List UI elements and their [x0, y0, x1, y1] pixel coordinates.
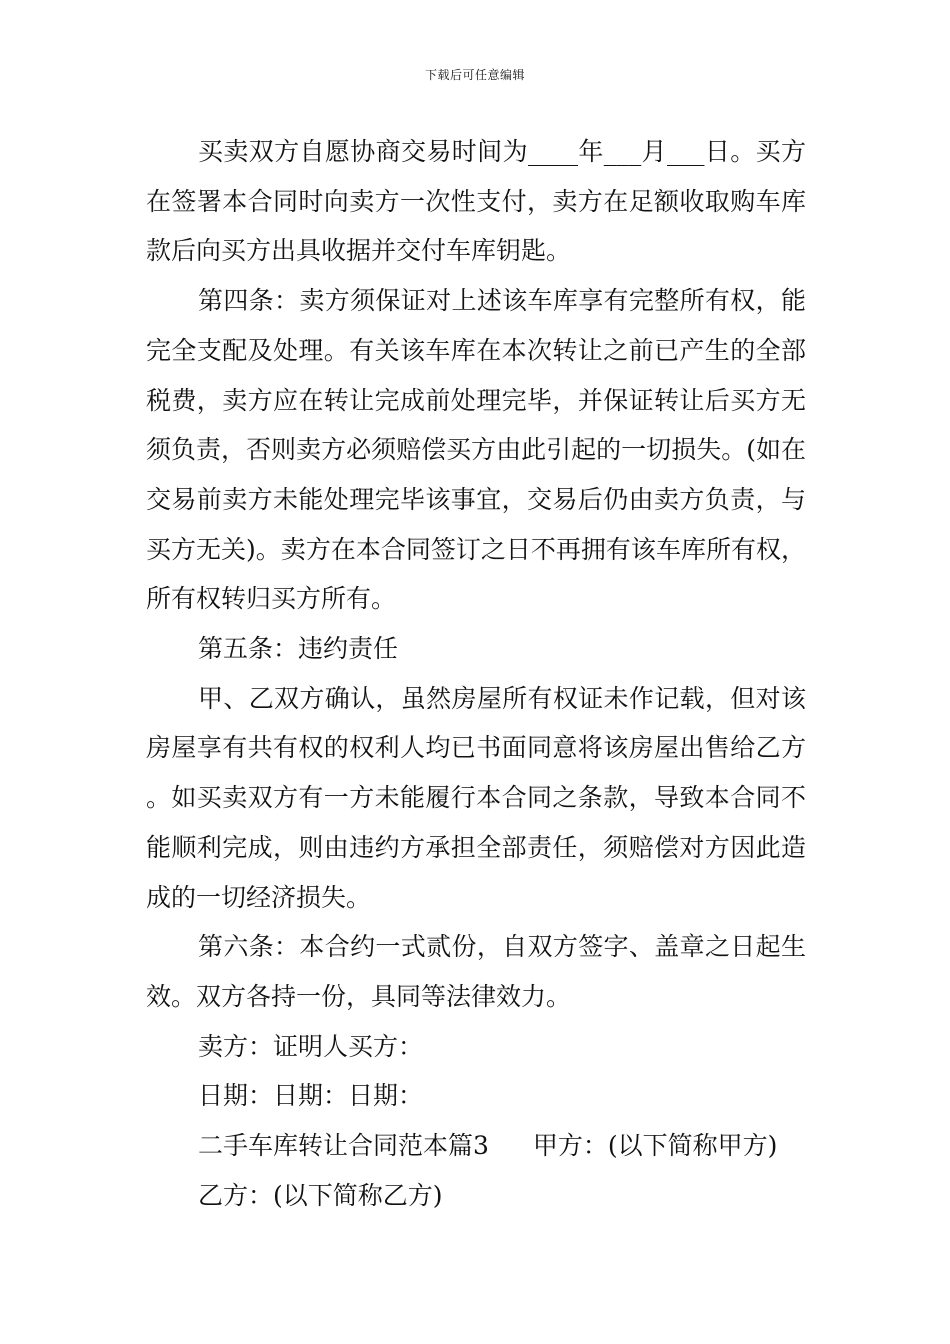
party-a-line: 甲方：(以下简称甲方): [532, 1131, 778, 1161]
page-header: 下载后可任意编辑: [424, 68, 525, 82]
contract-title-line: [146, 1121, 806, 1171]
paragraph-article-4: 第四条：卖方须保证对上述该车库享有完整所有权，能完全支配及处理。有关该车库在本次转让之前已产生的全部税费，卖方应在转让完成前处理完毕，并保证转让后买方无须负责，否则卖方必须赔偿买方由此引起的一切损失。(如在交易前卖方未能处理完毕该事宜，交易后仍由卖方负责，与买方无关)。卖方在本合同签订之日不再拥有该车库所有权，所有权转归买方所有。: [146, 286, 806, 614]
signature-dates-line: 日期：日期：日期：: [198, 1081, 424, 1111]
paragraph-article-5-heading: 第五条：违约责任: [198, 634, 399, 664]
paragraph-transaction-time: 买卖双方自愿协商交易时间为____年___月___日。买方在签署本合同时向卖方一次性支付，卖方在足额收取购车库款后向买方出具收据并交付车库钥匙。: [146, 137, 806, 266]
contract-title: 二手车库转让合同范本篇3: [198, 1131, 489, 1161]
document-body: [146, 127, 806, 1220]
paragraph-breach-liability: 甲、乙双方确认，虽然房屋所有权证未作记载，但对该房屋享有共有权的权利人均已书面同意将该房屋出售给乙方。如买卖双方有一方未能履行本合同之条款，导致本合同不能顺利完成，则由违约方承担全部责任，须赔偿对方因此造成的一切经济损失。: [146, 683, 806, 912]
paragraph-article-6: 第六条：本合约一式贰份，自双方签字、盖章之日起生效。双方各持一份，具同等法律效力。: [146, 932, 806, 1011]
signature-parties-line: 卖方：证明人买方：: [198, 1031, 424, 1061]
party-b-line: 乙方：(以下简称乙方): [198, 1180, 443, 1210]
